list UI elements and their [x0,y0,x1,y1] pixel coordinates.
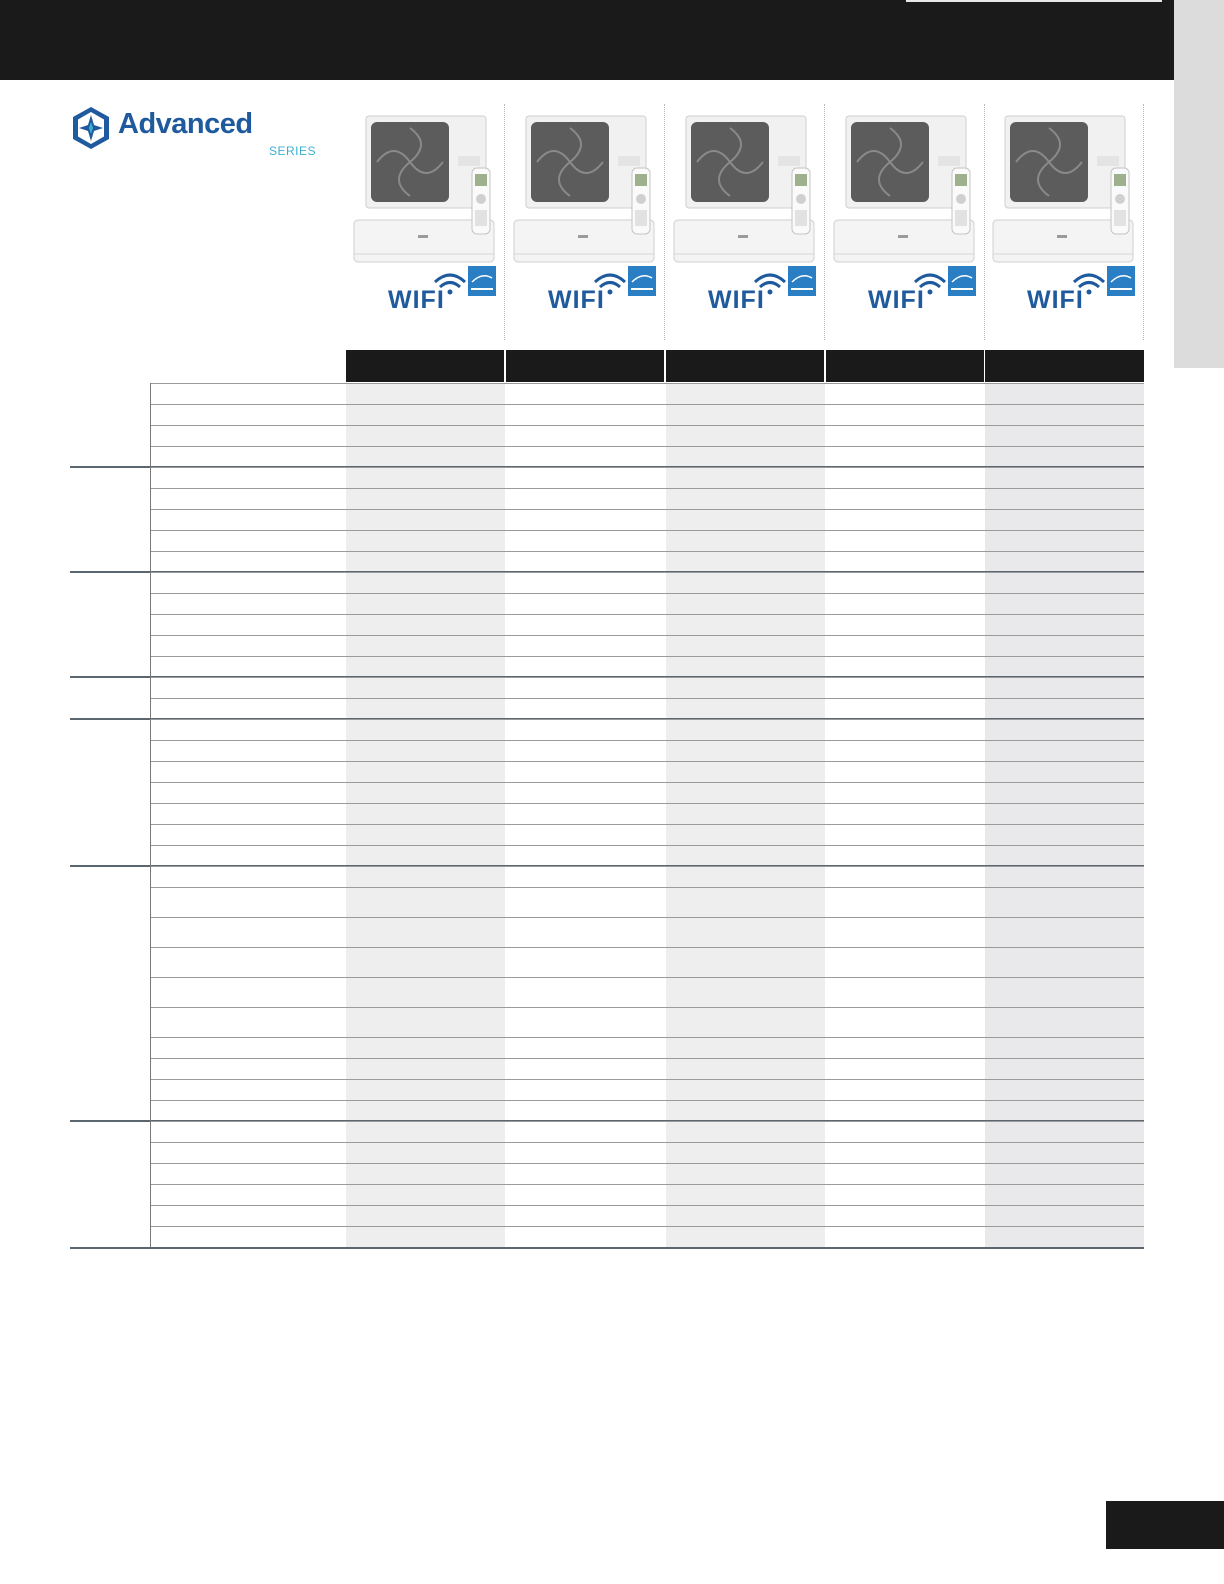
wifi-label: WIFI [548,286,605,314]
table-cell [826,1038,985,1059]
table-cell [666,1164,825,1185]
table-cell [346,1008,505,1038]
table-row [150,677,1144,699]
table-cell [346,552,505,573]
table-cell [666,825,825,846]
table-cell [666,384,825,405]
product-image-column [346,104,505,340]
table-cell [506,699,665,720]
table-cell [346,804,505,825]
table-cell [985,573,1144,594]
table-cell [985,447,1144,468]
table-cell [666,1059,825,1080]
table-cell [346,1227,505,1248]
table-cell [826,531,985,552]
table-cell [346,825,505,846]
table-row [150,917,1144,948]
table-cell [826,762,985,783]
table-cell [666,468,825,489]
model-header-cell [346,350,504,382]
table-cell [346,405,505,426]
table-cell [666,720,825,741]
table-row [150,1079,1144,1101]
table-cell [985,657,1144,678]
model-header-cell [666,350,824,382]
table-cell [346,948,505,978]
table-cell [826,846,985,867]
brand-name: Advanced [118,108,253,140]
table-cell [985,615,1144,636]
table-cell [346,657,505,678]
table-row [150,593,1144,615]
table-bottom-rule [70,1247,1144,1249]
table-cell [346,846,505,867]
table-row [150,698,1144,720]
table-row [150,1163,1144,1185]
table-cell [666,888,825,918]
table-cell [826,594,985,615]
table-row [150,761,1144,783]
outdoor-unit-icon [1005,116,1125,208]
table-cell [985,846,1144,867]
table-row [150,947,1144,978]
table-cell [826,615,985,636]
table-cell [666,489,825,510]
table-cell [346,1206,505,1227]
side-tab [1174,0,1224,368]
table-cell [985,720,1144,741]
remote-control-icon [792,168,810,234]
table-cell [985,594,1144,615]
table-cell [826,948,985,978]
table-cell [506,1164,665,1185]
table-cell [346,1164,505,1185]
table-cell [985,1227,1144,1248]
table-cell [346,1122,505,1143]
wifi-badge [1027,275,1104,314]
table-cell [985,783,1144,804]
table-cell [346,978,505,1008]
table-cell [666,552,825,573]
remote-control-icon [472,168,490,234]
table-cell [346,1059,505,1080]
table-cell [826,678,985,699]
table-cell [826,1101,985,1122]
table-cell [666,1101,825,1122]
table-cell [506,1080,665,1101]
table-cell [506,1206,665,1227]
table-cell [826,447,985,468]
table-cell [666,426,825,447]
table-cell [506,1143,665,1164]
table-cell [826,783,985,804]
table-cell [985,552,1144,573]
table-cell [826,489,985,510]
table-cell [506,426,665,447]
table-cell [826,1185,985,1206]
product-image-column [666,104,825,340]
table-row [150,1205,1144,1227]
product-image-column [985,104,1144,340]
table-cell [506,1101,665,1122]
table-cell [985,1038,1144,1059]
table-row [150,1121,1144,1143]
table-cell [346,594,505,615]
table-cell [826,741,985,762]
table-cell [985,510,1144,531]
table-cell [666,867,825,888]
table-cell [826,825,985,846]
table-row [150,1100,1144,1122]
label-column-rule [150,383,151,1247]
table-cell [346,741,505,762]
table-row [150,551,1144,573]
table-cell [826,1206,985,1227]
brand-series: SERIES [269,144,317,158]
table-cell [826,1122,985,1143]
table-cell [506,1122,665,1143]
table-cell [506,1059,665,1080]
outdoor-unit-icon [366,116,486,208]
table-cell [346,384,505,405]
table-cell [346,489,505,510]
table-cell [346,762,505,783]
table-cell [826,978,985,1008]
table-cell [506,948,665,978]
table-cell [666,741,825,762]
table-cell [985,978,1144,1008]
table-cell [826,573,985,594]
table-cell [985,1206,1144,1227]
table-cell [826,1143,985,1164]
table-cell [506,447,665,468]
table-cell [985,1080,1144,1101]
table-cell [666,1185,825,1206]
table-cell [985,867,1144,888]
table-cell [666,948,825,978]
table-row [150,782,1144,804]
remote-control-icon [952,168,970,234]
table-cell [506,888,665,918]
table-row [150,1037,1144,1059]
table-cell [666,447,825,468]
table-row [150,845,1144,867]
table-cell [985,1008,1144,1038]
table-row [150,614,1144,636]
table-cell [506,489,665,510]
table-cell [666,657,825,678]
table-cell [666,594,825,615]
remote-control-icon [1111,168,1129,234]
table-cell [346,699,505,720]
table-cell [506,825,665,846]
remote-control-icon [632,168,650,234]
table-row [150,404,1144,426]
table-cell [346,573,505,594]
table-cell [506,1185,665,1206]
table-cell [346,1101,505,1122]
table-cell [826,1227,985,1248]
header-accent-strip [906,0,1162,2]
table-cell [985,699,1144,720]
table-cell [506,978,665,1008]
table-cell [506,762,665,783]
table-cell [506,783,665,804]
model-header-cell [506,350,664,382]
product-image-column [826,104,985,340]
table-cell [666,918,825,948]
table-cell [985,741,1144,762]
table-cell [506,741,665,762]
table-row [150,1007,1144,1038]
table-row [150,488,1144,510]
table-cell [666,1008,825,1038]
table-cell [826,720,985,741]
table-row [150,425,1144,447]
table-cell [666,405,825,426]
table-cell [826,426,985,447]
table-cell [346,531,505,552]
table-row [150,530,1144,552]
table-row [150,1226,1144,1248]
wifi-badge [868,275,945,314]
table-cell [506,720,665,741]
table-row [150,509,1144,531]
table-cell [346,1080,505,1101]
table-cell [666,615,825,636]
table-cell [666,1038,825,1059]
table-cell [826,918,985,948]
table-cell [506,384,665,405]
table-cell [985,1101,1144,1122]
table-row [150,977,1144,1008]
table-row [150,1184,1144,1206]
wifi-badge [548,275,625,314]
table-cell [506,1227,665,1248]
table-cell [346,447,505,468]
table-cell [666,1143,825,1164]
table-cell [985,405,1144,426]
compass-icon [70,106,112,150]
energy-star-icon [948,266,976,296]
table-cell [506,573,665,594]
table-cell [506,552,665,573]
table-cell [346,783,505,804]
table-cell [985,888,1144,918]
top-header-bar [0,0,1174,80]
table-cell [985,825,1144,846]
table-cell [506,657,665,678]
table-row [150,656,1144,678]
table-cell [346,1143,505,1164]
outdoor-unit-icon [686,116,806,208]
table-cell [666,846,825,867]
table-cell [666,1080,825,1101]
table-cell [985,1185,1144,1206]
product-image-column [506,104,665,340]
table-cell [666,1227,825,1248]
table-cell [346,678,505,699]
table-cell [985,918,1144,948]
table-cell [506,846,665,867]
table-cell [506,594,665,615]
table-row [150,866,1144,888]
table-cell [985,636,1144,657]
table-row [150,887,1144,918]
table-cell [985,1164,1144,1185]
table-cell [346,1185,505,1206]
table-cell [666,762,825,783]
table-cell [346,918,505,948]
table-cell [826,552,985,573]
table-row [150,824,1144,846]
table-row [150,803,1144,825]
table-cell [826,1059,985,1080]
wifi-label: WIFI [868,286,925,314]
table-cell [666,678,825,699]
table-cell [985,384,1144,405]
table-cell [826,804,985,825]
table-cell [346,426,505,447]
table-row [150,719,1144,741]
table-row [150,467,1144,489]
table-cell [506,615,665,636]
table-cell [826,468,985,489]
table-cell [985,1143,1144,1164]
model-header-cell [985,350,1144,382]
table-cell [346,636,505,657]
table-cell [985,1059,1144,1080]
table-cell [826,1008,985,1038]
outdoor-unit-icon [526,116,646,208]
table-cell [506,804,665,825]
table-cell [506,636,665,657]
table-cell [985,804,1144,825]
table-row [150,572,1144,594]
model-header-cell [826,350,984,382]
table-cell [666,636,825,657]
table-cell [506,405,665,426]
table-cell [666,783,825,804]
wifi-badge [708,275,785,314]
table-cell [985,948,1144,978]
table-row [150,635,1144,657]
table-cell [826,867,985,888]
table-cell [506,678,665,699]
table-cell [666,1122,825,1143]
table-cell [666,573,825,594]
table-cell [346,615,505,636]
table-cell [826,699,985,720]
wifi-label: WIFI [1027,286,1084,314]
table-row [150,383,1144,405]
table-cell [346,1038,505,1059]
table-cell [506,1038,665,1059]
table-cell [506,1008,665,1038]
table-cell [985,489,1144,510]
table-row [150,1058,1144,1080]
table-cell [346,867,505,888]
table-cell [826,636,985,657]
table-cell [985,762,1144,783]
table-cell [985,1122,1144,1143]
table-cell [666,978,825,1008]
table-cell [506,531,665,552]
table-cell [666,531,825,552]
table-cell [985,426,1144,447]
table-cell [666,1206,825,1227]
table-cell [506,468,665,489]
table-row [150,1142,1144,1164]
table-cell [826,384,985,405]
energy-star-icon [628,266,656,296]
table-cell [826,405,985,426]
table-cell [985,468,1144,489]
table-cell [346,468,505,489]
table-cell [666,699,825,720]
table-cell [826,510,985,531]
table-cell [826,1164,985,1185]
table-cell [346,720,505,741]
wifi-label: WIFI [388,286,445,314]
table-cell [826,657,985,678]
table-cell [506,510,665,531]
table-cell [985,531,1144,552]
table-cell [506,918,665,948]
table-cell [346,510,505,531]
energy-star-icon [468,266,496,296]
outdoor-unit-icon [846,116,966,208]
table-cell [826,888,985,918]
page-number-tab [1106,1501,1224,1549]
energy-star-icon [1107,266,1135,296]
brand-logo [70,106,330,166]
table-cell [506,867,665,888]
table-cell [826,1080,985,1101]
wifi-label: WIFI [708,286,765,314]
energy-star-icon [788,266,816,296]
table-row [150,446,1144,468]
table-cell [666,510,825,531]
wifi-badge [388,275,465,314]
table-cell [666,804,825,825]
table-cell [346,888,505,918]
table-row [150,740,1144,762]
table-cell [985,678,1144,699]
